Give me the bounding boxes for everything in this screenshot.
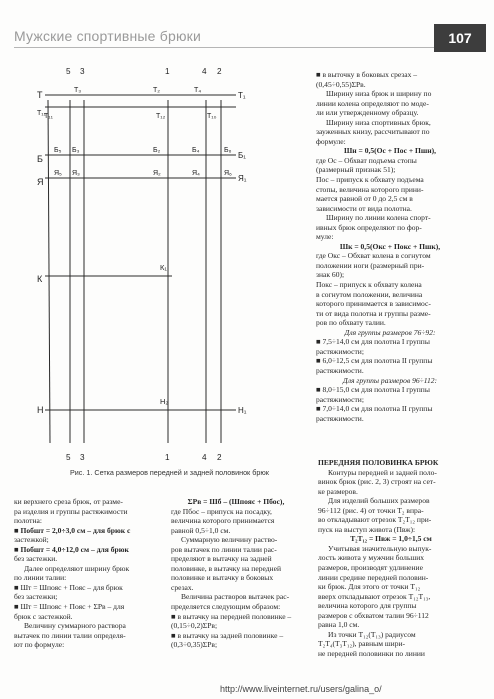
text-line: Ширину низа спортивных брюк,: [326, 117, 431, 127]
text-line: положении ноги (размерный при-: [316, 260, 425, 270]
text-line: Далее определяют ширину брюк: [24, 563, 130, 573]
text-line: (0,15÷0,2)ΣРв;: [171, 621, 218, 631]
label-Ya1: Я₁: [238, 174, 247, 183]
text-line: вытачек по линии талии определя-: [14, 630, 126, 640]
top-mark-5: 5: [66, 67, 71, 76]
text-line: ■ в выточку в боковых срезах –: [316, 70, 418, 79]
text-line: Покс – припуск к обхвату колена: [316, 280, 422, 290]
text-line: ■ в вытачку на передней половинке –: [171, 611, 292, 621]
text-line: равна 1,0 см.: [318, 620, 360, 630]
text-line: ■ 8,0÷15,0 см для полотна I группы: [316, 385, 430, 395]
text-line: Величина растворов вытачек рас-: [181, 592, 290, 602]
text-line: равной 0,5÷1,0 см.: [171, 525, 231, 535]
top-mark-4: 4: [202, 67, 207, 76]
text-line: Для изделий больших размеров: [328, 496, 430, 506]
text-line: ■ Побшт = 2,0÷3,0 см – для брюк с: [14, 525, 131, 535]
label-Ya6: Я₆: [224, 170, 232, 177]
formula: Шк = 0,5(Окс + Покс + Пшк),: [339, 241, 441, 251]
label-Ya5: Я₅: [54, 170, 62, 177]
text-line: Т₂Т₄(Т₃Т₁₂), равным шири-: [318, 639, 406, 649]
text-line: во откладывают отрезок Т₂Т₁₂ при-: [318, 515, 432, 525]
label-Ya4: Я₄: [192, 170, 200, 177]
text-line: ■ 7,0÷14,0 см для полотна II группы: [316, 404, 433, 414]
diagram-labels: [37, 67, 247, 462]
text-line: 96÷112 (рис. 4) от точки Т₂ впра-: [318, 505, 424, 515]
bottom-left-text: [14, 497, 154, 650]
label-B6: Б₆: [224, 147, 232, 154]
text-line: ■ в вытачку на задней половинке –: [171, 630, 284, 640]
text-line: величина которого принимается: [171, 516, 275, 526]
formula: Шн = 0,5(Ос + Пос + Пшн),: [343, 146, 436, 156]
text-line: Величину суммарного раствора: [24, 621, 126, 631]
label-T3: Т₃: [74, 87, 82, 94]
label-T2: Т₂: [153, 87, 160, 94]
figure-caption: Рис. 1. Сетка размеров передней и задней половинок брюк: [70, 468, 269, 477]
label-K: К: [37, 274, 43, 284]
section-heading: ПЕРЕДНЯЯ ПОЛОВИНКА БРЮК: [318, 458, 439, 467]
subheading: Для группы размеров 96÷112:: [342, 375, 438, 385]
source-watermark: http://www.liveinternet.ru/users/galina_o/: [220, 684, 382, 694]
bottom-mark-4: 4: [202, 453, 207, 462]
text-line: ли или утвержденному образцу.: [316, 108, 419, 118]
formula: Т₂Т₁₂ = Пвж = 1,0÷1,5 см: [350, 534, 432, 544]
header-rule: [14, 47, 434, 48]
label-T: Т: [37, 90, 43, 100]
text-line: растяжимости;: [316, 346, 364, 356]
text-line: где Пбос – припуск на посадку,: [171, 506, 272, 516]
text-line: без застежки.: [14, 554, 58, 564]
text-line: ■ Побшт = 4,0÷12,0 см – для брюк: [14, 544, 129, 554]
text-line: Из точки Т₁₂(Т₁₃) радиусом: [328, 629, 416, 639]
text-line: ров по обхвату талии.: [316, 318, 386, 328]
label-K1: К₁: [160, 263, 167, 272]
text-line: (0,45÷0,55)ΣРв.: [316, 79, 366, 89]
formula: ΣРв = Шб – (Шпояс + Пбос),: [187, 497, 285, 506]
text-line: срезах.: [171, 582, 194, 592]
text-line: линии колена определяют по моде-: [316, 98, 429, 108]
text-line: в согнутом положении, величина: [316, 289, 423, 299]
text-line: где Окс – Обхват колена в согнутом: [316, 251, 431, 261]
bottom-mark-3: 3: [80, 453, 85, 462]
text-line: лость живота у мужчин больших: [318, 553, 425, 563]
text-line: ■ Шт = Шпояс + Пояс + ΣРв – для: [14, 602, 125, 612]
label-B: Б: [37, 154, 43, 164]
bottom-mark-2: 2: [217, 453, 222, 462]
bottom-right-text: [318, 458, 464, 658]
label-T12: Т₁₂: [156, 113, 166, 120]
text-line: пуск на выступ живота (Пвж):: [318, 524, 416, 534]
text-line: зависимости от вида полотна.: [316, 203, 412, 213]
subheading: Для группы размеров 76÷92:: [344, 327, 436, 337]
text-line: (размерный признак 51);: [316, 165, 396, 175]
text-line: Пос – припуск к обхвату подъема: [316, 175, 424, 185]
label-Ya3: Я₃: [72, 170, 80, 177]
text-line: ти от вида полотна и группы разме-: [316, 308, 431, 318]
bottom-middle-text: [171, 497, 301, 650]
text-line: брюк с застежкой.: [14, 611, 73, 621]
text-line: величина которого для группы: [318, 601, 417, 611]
text-line: без застежки;: [14, 592, 58, 602]
text-line: Ширину по линии колена спорт-: [326, 213, 431, 223]
text-line: формуле:: [316, 136, 346, 146]
text-line: застежкой;: [14, 535, 49, 545]
text-line: (0,3÷0,35)ΣРв;: [171, 640, 218, 650]
bottom-mark-5: 5: [66, 453, 71, 462]
label-B2: Б₂: [153, 147, 161, 154]
text-line: Контуры передней и задней поло-: [328, 467, 437, 477]
text-line: по линии талии:: [14, 573, 67, 583]
text-line: стопы, величина которого прини-: [316, 184, 424, 194]
label-T11-inner: Т₁₁: [44, 113, 53, 120]
text-line: пределяют в вытачку на задней: [171, 554, 272, 564]
text-line: ра изделия и группы растяжимости: [14, 506, 128, 516]
text-line: ют по формуле:: [14, 640, 65, 650]
text-line: где Ос – Обхват подъема стопы: [316, 155, 417, 165]
text-line: ки брюк. Для этого от точки Т₁₂: [318, 582, 421, 592]
text-line: ■ Шт = Шпояс + Пояс – для брюк: [14, 582, 123, 592]
text-line: растяжимости.: [316, 365, 364, 375]
text-line: пределяется следующим образом:: [171, 602, 281, 612]
text-line: которого принимается в зависимос-: [316, 299, 431, 309]
text-line: винок брюк (рис. 2, 3) строят на сет-: [318, 477, 436, 487]
label-B4: Б₄: [192, 147, 200, 154]
text-line: зауженных книзу, рассчитывают по: [316, 127, 430, 137]
top-mark-1: 1: [165, 67, 170, 76]
text-line: Учитывая значительную выпук-: [328, 543, 432, 553]
label-N2: Н₂: [160, 397, 169, 406]
right-column-text: [316, 70, 464, 423]
label-B1: Б₁: [238, 151, 246, 160]
text-line: не передней половинки по линии: [318, 648, 425, 658]
text-line: муле:: [316, 232, 334, 242]
text-line: размеров, производят удлинение: [318, 563, 423, 573]
text-line: ки верхнего среза брюк, от разме-: [14, 497, 123, 506]
top-mark-2: 2: [217, 67, 222, 76]
top-mark-3: 3: [80, 67, 85, 76]
label-B3: Б₃: [72, 147, 80, 154]
text-line: мается равной от 0 до 2,5 см в: [316, 194, 413, 204]
text-line: ке размеров.: [318, 486, 358, 496]
label-T10: Т₁₀: [207, 113, 217, 120]
label-Ya2: Я₂: [153, 170, 161, 177]
vline-left-edge: [48, 100, 50, 443]
text-line: растяжимости.: [316, 413, 364, 423]
page-running-title: Мужские спортивные брюки: [14, 28, 201, 44]
text-line: половинке и вытачку в боковых: [171, 573, 274, 583]
grid-diagram: [37, 58, 280, 483]
label-N1: Н₁: [238, 406, 247, 415]
text-line: размеров с обхватом талии 96÷112: [318, 610, 429, 620]
label-N: Н: [37, 405, 44, 415]
text-line: Суммарную величину раство-: [181, 535, 278, 545]
page-number: 107: [434, 24, 486, 52]
text-line: вверх откладывают отрезок Т₁₂Т₁₃,: [318, 591, 431, 601]
text-line: полотна:: [14, 516, 42, 526]
text-line: Ширину низа брюк и ширину по: [326, 89, 432, 99]
text-line: ■ 6,0÷12,5 см для полотна II группы: [316, 356, 433, 366]
text-line: растяжимости;: [316, 394, 364, 404]
text-line: половинке, в вытачку на передней: [171, 563, 281, 573]
text-line: ров вытачек по линии талии рас-: [171, 544, 277, 554]
text-line: ■ 7,5÷14,0 см для полотна I группы: [316, 337, 430, 347]
label-B5: Б₅: [54, 147, 62, 154]
text-line: линии средине передней половин-: [318, 572, 429, 582]
label-Ya: Я: [37, 177, 44, 187]
label-T4: Т₄: [194, 87, 202, 94]
label-T11: Т₁₁: [37, 110, 46, 117]
bottom-mark-1: 1: [165, 453, 170, 462]
text-line: знак 60);: [316, 270, 345, 280]
label-T1: Т₁: [238, 91, 246, 100]
text-line: ивных брюк определяют по фор-: [316, 222, 422, 232]
